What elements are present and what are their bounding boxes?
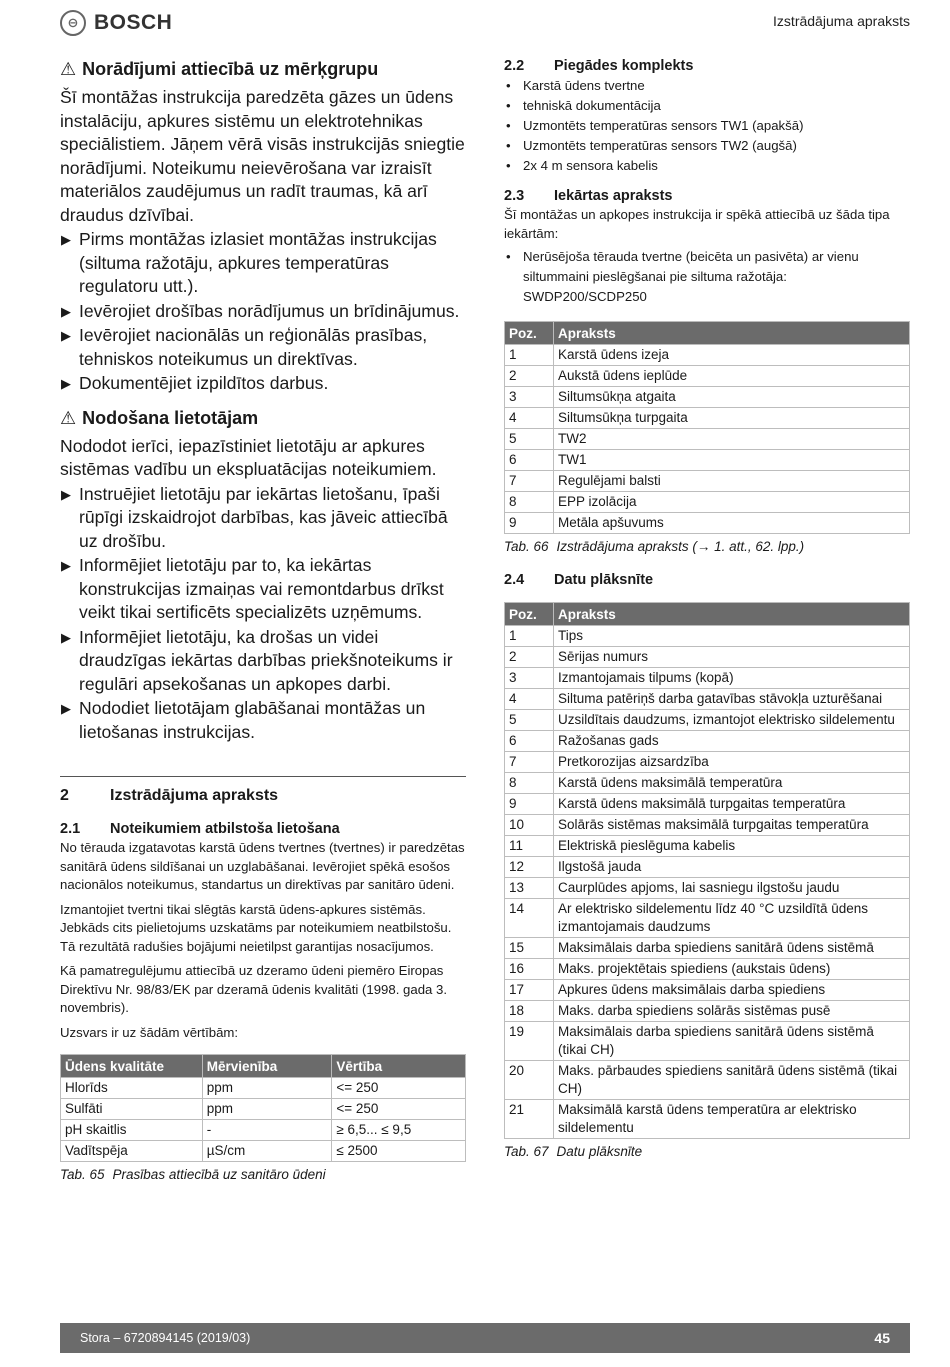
table-cell: µS/cm [202, 1141, 332, 1162]
table-cell: Ražošanas gads [554, 731, 910, 752]
table-cell: Tips [554, 626, 910, 647]
arrow-bullet-icon: ▶ [61, 232, 71, 247]
table-cell: 2 [505, 647, 554, 668]
table-cell: Elektriskā pieslēguma kabelis [554, 836, 910, 857]
table-cell: 17 [505, 980, 554, 1001]
table-cell: 7 [505, 471, 554, 492]
table-header-row [61, 1055, 466, 1078]
table-header-row [505, 603, 910, 626]
table-cell: 5 [505, 710, 554, 731]
table-cell: 8 [505, 773, 554, 794]
table-cell: Maks. darba spiediens solārās sistēmas pusē [554, 1001, 910, 1022]
device-type-list [504, 247, 910, 307]
table-cell: 2 [505, 366, 554, 387]
section-number: 2.2 [504, 58, 525, 74]
paragraph: No tērauda izgatavotas karstā ūdens tvertnes (tvertnes) ir paredzētas sanitārā ūdens sildīšanai un uzglabāšanai. Ievērojiet spēkā esošos nacionālos noteikumus, standartus un direktīvas par sanitāro ūdeni. [60, 840, 465, 892]
handover-heading [60, 407, 466, 429]
target-group-heading [60, 58, 466, 80]
table-cell: Izmantojamais tilpums (kopā) [554, 668, 910, 689]
bullet-icon: • [506, 138, 511, 153]
table-cell: - [202, 1120, 332, 1141]
paragraph: Kā pamatregulējumu attiecībā uz dzeramo ūdeni piemēro Eiropas Direktīvu Nr. 98/83/EK par dzeramā ūdenis kvalitāti (1998. gada 3. novembris). [60, 963, 448, 1015]
list-item [60, 324, 466, 371]
list-item-text: Ievērojiet nacionālās un reģionālās prasības, tehniskos noteikumus un direktīvas. [79, 325, 428, 369]
table-row [505, 689, 910, 710]
section-number: 2 [60, 787, 69, 804]
handover-intro: Nododot ierīci, iepazīstiniet lietotāju ar apkures sistēmas vadību un ekspluatācijas noteikumiem. [60, 435, 437, 479]
brand-wordmark: BOSCH [94, 11, 173, 34]
table-row [505, 857, 910, 878]
list-item [504, 156, 910, 176]
table-cell: 5 [505, 429, 554, 450]
table-cell: Karstā ūdens maksimālā turpgaitas temperatūra [554, 794, 910, 815]
table-row [505, 450, 910, 471]
section-title: Piegādes komplekts [554, 58, 694, 74]
table-row [505, 1061, 910, 1100]
table-row [61, 1120, 466, 1141]
table-cell: Sulfāti [61, 1099, 203, 1120]
table-cell: 6 [505, 450, 554, 471]
list-item-text: Ievērojiet drošības norādījumus un brīdinājumus. [79, 300, 460, 321]
table-cell: 21 [505, 1100, 554, 1139]
table-cell: 1 [505, 626, 554, 647]
table-cell: Siltumsūkņa turpgaita [554, 408, 910, 429]
table-row [505, 366, 910, 387]
arrow-bullet-icon: ▶ [61, 486, 71, 502]
table-cell: Ilgstošā jauda [554, 857, 910, 878]
table-header-cell: Vērtība [332, 1055, 466, 1078]
table-caption [504, 1144, 910, 1159]
table-row [505, 1100, 910, 1139]
table-cell: 20 [505, 1061, 554, 1100]
table-cell: Hlorīds [61, 1078, 203, 1099]
table-row [505, 513, 910, 534]
table-cell: Vadītspēja [61, 1141, 203, 1162]
caption-tab: Tab. 65 [60, 1167, 105, 1182]
table-caption [60, 1167, 466, 1182]
brand-logo [60, 10, 172, 36]
section-title: Datu plāksnīte [554, 572, 654, 588]
list-item [60, 483, 466, 554]
product-description-table [504, 321, 910, 534]
section-number: 2.3 [504, 188, 525, 204]
arrow-bullet-icon: ▶ [61, 629, 71, 645]
table-cell: 4 [505, 689, 554, 710]
table-cell: 11 [505, 836, 554, 857]
delivery-list [504, 76, 910, 176]
table-cell: 7 [505, 752, 554, 773]
arrow-bullet-icon: ▶ [61, 376, 71, 391]
arrow-bullet-icon: ▶ [61, 558, 71, 573]
paragraph: Šī montāžas un apkopes instrukcija ir spēkā attiecībā uz šāda tipa iekārtām: [504, 207, 890, 241]
caption-tab: Tab. 66 [504, 539, 549, 554]
document-reference: Stora – 6720894145 (2019/03) [80, 1331, 251, 1345]
list-item [504, 136, 910, 156]
list-item-text: Pirms montāžas izlasiet montāžas instrukcijas (siltuma ražotāju, apkures temperatūras regulatoru utt.). [79, 229, 437, 296]
handover-title: Nodošana lietotājam [82, 407, 259, 428]
section-number: 2.4 [504, 572, 525, 588]
table-row [505, 492, 910, 513]
list-item-text: Nododiet lietotājam glabāšanai montāžas un lietošanas instrukcijas. [79, 698, 426, 742]
section-2-heading [60, 787, 466, 805]
table-row [505, 731, 910, 752]
table-header-cell: Poz. [505, 322, 554, 345]
handover-list [60, 483, 466, 745]
table-cell: 1 [505, 345, 554, 366]
table-cell: ppm [202, 1078, 332, 1099]
list-item [504, 76, 910, 96]
table-cell: pH skaitlis [61, 1120, 203, 1141]
section-title: Iekārtas apraksts [554, 188, 673, 204]
table-cell: ≤ 2500 [332, 1141, 466, 1162]
section-2-2-heading [504, 58, 910, 74]
table-row [505, 959, 910, 980]
table-cell: 19 [505, 1022, 554, 1061]
section-title: Izstrādājuma apraksts [110, 787, 279, 804]
section-2-3-heading [504, 188, 910, 204]
table-row [505, 429, 910, 450]
table-row [505, 668, 910, 689]
paragraph: Izmantojiet tvertni tikai slēgtās karstā ūdens-apkures sistēmās. Jebkāds cits pielietojums uzskatāms par noteikumiem neatbilstošu. Tā rezultātā radušies bojājumi neietilpst garantijas nosacījumos. [60, 901, 452, 954]
section-divider [60, 776, 466, 777]
table-cell: Aukstā ūdens ieplūde [554, 366, 910, 387]
section-2-4-heading [504, 572, 910, 588]
table-cell: TW2 [554, 429, 910, 450]
table-cell: 14 [505, 899, 554, 938]
target-group-intro: Šī montāžas instrukcija paredzēta gāzes un ūdens instalāciju, apkures sistēmu un elektrotehnikas speciālistiem. Jāņem vērā visās instrukcijās sniegtie norādījumi. Noteikumu neievērošana var izraisīt materiālos zaudējumus un radīt traumas, kā arī draudus dzīvībai. [60, 87, 465, 225]
table-row [505, 1001, 910, 1022]
table-cell: 3 [505, 668, 554, 689]
list-item-text: tehniskā dokumentācija [523, 98, 661, 113]
paragraph: Uzsvars ir uz šādām vērtībām: [60, 1024, 239, 1040]
arrow-bullet-icon: ▶ [61, 328, 71, 343]
list-item-text: Informējiet lietotāju, ka drošas un videi draudzīgas iekārtas darbības priekšnoteikums ir regulāri apsekošanas un apkopes darbi. [79, 626, 453, 694]
right-column [504, 58, 910, 1159]
table-cell: Apkures ūdens maksimālais darba spiediens [554, 980, 910, 1001]
list-item [504, 96, 910, 116]
list-item-text: Instruējiet lietotāju par iekārtas lietošanu, īpaši rūpīgi izskaidrojot darbības, kas jāveic attiecībā uz drošību. [79, 483, 448, 551]
list-item [60, 300, 466, 324]
bosch-armature-icon: ⊖ [60, 10, 86, 36]
list-item [60, 228, 466, 299]
table-row [505, 773, 910, 794]
list-item-text: Uzmontēts temperatūras sensors TW1 (apakšā) [523, 118, 804, 133]
table-row [505, 878, 910, 899]
table-row [505, 836, 910, 857]
list-item-text: Informējiet lietotāju par to, ka iekārtas konstrukcijas izmaiņas vai remontdarbus drīkst veikt tikai sertificēts specializēts uzņēmums. [79, 555, 444, 622]
table-header-cell: Ūdens kvalitāte [61, 1055, 203, 1078]
caption-text: Datu plāksnīte [556, 1144, 643, 1159]
table-cell: Caurplūdes apjoms, lai sasniegu ilgstošu jaudu [554, 878, 910, 899]
table-cell: Maks. pārbaudes spiediens sanitārā ūdens sistēmā (tikai CH) [554, 1061, 910, 1100]
table-cell: Siltuma patēriņš darba gatavības stāvokļa uzturēšanai [554, 689, 910, 710]
table-cell: 8 [505, 492, 554, 513]
table-row [61, 1141, 466, 1162]
table-cell: <= 250 [332, 1078, 466, 1099]
section-2-1-heading [60, 821, 466, 837]
water-quality-table [60, 1054, 466, 1162]
table-row [505, 980, 910, 1001]
list-item [504, 116, 910, 136]
table-cell: Solārās sistēmas maksimālā turpgaitas temperatūra [554, 815, 910, 836]
list-item-text: Karstā ūdens tvertne [523, 78, 645, 93]
table-cell: 4 [505, 408, 554, 429]
table-cell: Maksimālā karstā ūdens temperatūra ar elektrisko sildelementu [554, 1100, 910, 1139]
table-row [505, 752, 910, 773]
page-footer [60, 1323, 910, 1353]
list-item [60, 372, 466, 396]
caption-text: Izstrādājuma apraksts (→ 1. att., 62. lpp.) [556, 539, 805, 554]
table-cell: 13 [505, 878, 554, 899]
data-plate-table [504, 602, 910, 1139]
table-cell: Metāla apšuvums [554, 513, 910, 534]
table-cell: Maksimālais darba spiediens sanitārā ūdens sistēmā [554, 938, 910, 959]
table-row [505, 710, 910, 731]
list-item-text: 2x 4 m sensora kabelis [523, 158, 658, 173]
list-item-text: Dokumentējiet izpildītos darbus. [79, 373, 329, 393]
table-row [505, 345, 910, 366]
page-number: 45 [874, 1330, 890, 1346]
table-cell: 6 [505, 731, 554, 752]
table-header-cell: Poz. [505, 603, 554, 626]
table-row [505, 626, 910, 647]
bullet-icon: • [506, 118, 511, 133]
section-number: 2.1 [60, 821, 81, 837]
bullet-icon: • [506, 249, 511, 264]
table-cell: Maksimālais darba spiediens sanitārā ūdens sistēmā (tikai CH) [554, 1022, 910, 1061]
table-header-cell: Mērvienība [202, 1055, 332, 1078]
left-column [60, 58, 466, 1182]
table-cell: 18 [505, 1001, 554, 1022]
caption-tab: Tab. 67 [504, 1144, 549, 1159]
target-group-title: Norādījumi attiecībā uz mērķgrupu [82, 59, 379, 79]
table-row [505, 1022, 910, 1061]
table-cell: 9 [505, 794, 554, 815]
table-cell: 3 [505, 387, 554, 408]
table-row [505, 938, 910, 959]
warning-triangle-icon: ⚠ [60, 407, 77, 428]
list-item-text: Nerūsējoša tērauda tvertne (beicēta un pasivēta) ar vienu siltummaini pieslēgšanai pie siltuma ražotāja: SWDP200/SCDP250 [523, 249, 859, 304]
table-cell: <= 250 [332, 1099, 466, 1120]
table-cell: Karstā ūdens izeja [554, 345, 910, 366]
table-cell: TW1 [554, 450, 910, 471]
table-header-cell: Apraksts [554, 322, 910, 345]
table-cell: 12 [505, 857, 554, 878]
table-cell: Uzsildītais daudzums, izmantojot elektrisko sildelementu [554, 710, 910, 731]
list-item [60, 626, 466, 697]
section-title: Noteikumiem atbilstoša lietošana [110, 821, 340, 837]
table-row [505, 471, 910, 492]
warning-triangle-icon: ⚠ [60, 59, 77, 79]
bullet-icon: • [506, 158, 511, 173]
table-cell: 9 [505, 513, 554, 534]
table-caption [504, 539, 910, 554]
table-row [505, 794, 910, 815]
arrow-bullet-icon: ▶ [61, 701, 71, 716]
caption-text: Prasības attiecībā uz sanitāro ūdeni [112, 1167, 326, 1182]
bullet-icon: • [506, 98, 511, 113]
table-cell: Pretkorozijas aizsardzība [554, 752, 910, 773]
table-row [61, 1078, 466, 1099]
table-cell: 10 [505, 815, 554, 836]
target-group-list [60, 228, 466, 396]
list-item [504, 247, 910, 307]
table-cell: 16 [505, 959, 554, 980]
table-row [505, 899, 910, 938]
bullet-icon: • [506, 78, 511, 93]
table-cell: 15 [505, 938, 554, 959]
table-cell: Ar elektrisko sildelementu līdz 40 °C uzsildītā ūdens izmantojamais daudzums [554, 899, 910, 938]
running-title: Izstrādājuma apraksts [773, 13, 910, 29]
list-item [60, 554, 466, 625]
list-item [60, 697, 466, 744]
table-cell: Karstā ūdens maksimālā temperatūra [554, 773, 910, 794]
list-item-text: Uzmontēts temperatūras sensors TW2 (augšā) [523, 138, 797, 153]
table-header-cell: Apraksts [554, 603, 910, 626]
table-row [505, 647, 910, 668]
table-cell: ≥ 6,5... ≤ 9,5 [332, 1120, 466, 1141]
table-cell: EPP izolācija [554, 492, 910, 513]
table-row [505, 815, 910, 836]
table-row [505, 408, 910, 429]
table-cell: Sērijas numurs [554, 647, 910, 668]
table-cell: Regulējami balsti [554, 471, 910, 492]
table-header-row [505, 322, 910, 345]
table-row [61, 1099, 466, 1120]
arrow-bullet-icon: ▶ [61, 303, 71, 319]
table-cell: ppm [202, 1099, 332, 1120]
table-cell: Maks. projektētais spiediens (aukstais ūdens) [554, 959, 910, 980]
table-cell: Siltumsūkņa atgaita [554, 387, 910, 408]
table-row [505, 387, 910, 408]
